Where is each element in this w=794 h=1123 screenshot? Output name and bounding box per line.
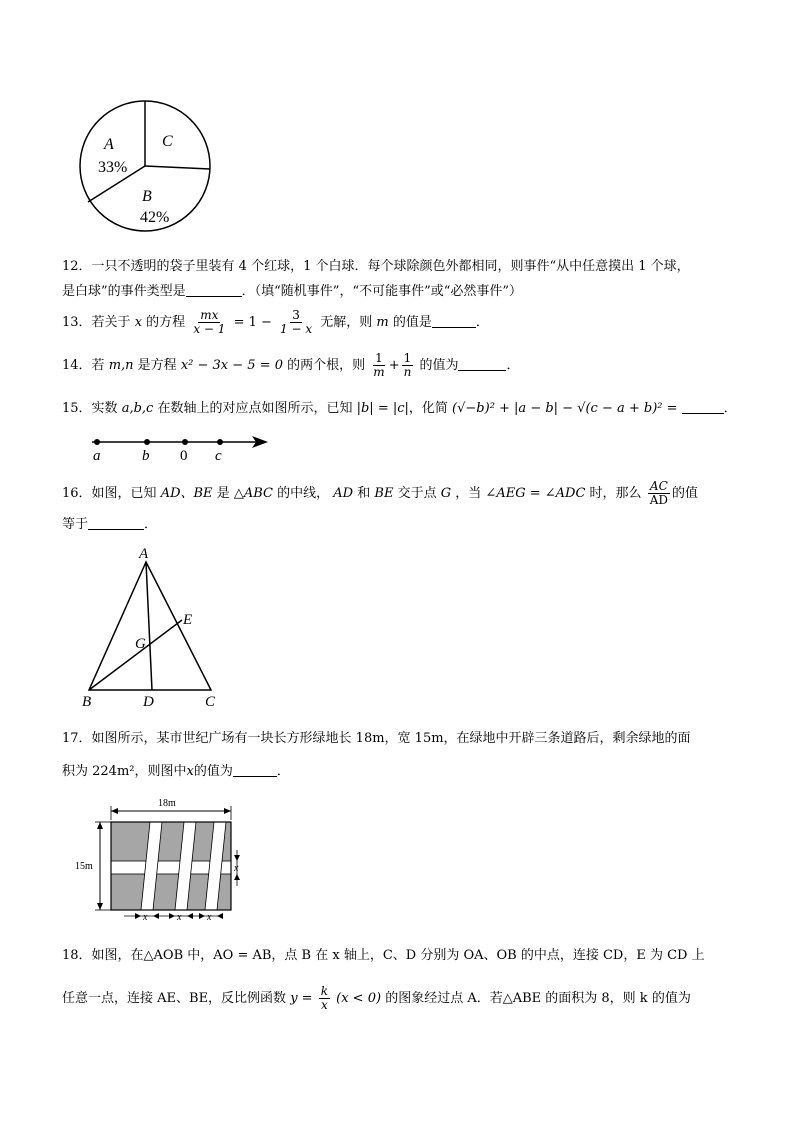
question-13 [62,309,489,336]
q16-angles: ∠AEG = ∠ADC [485,486,586,501]
arrow-bottom-1-icon [135,913,141,919]
q16-and: 和 [357,486,371,501]
q13-var-m: m [376,315,389,330]
median-be [89,620,182,690]
q17-var-x: x [186,764,194,779]
number-line-label-c: c [215,448,222,464]
q13-f1-num: mx [200,308,219,322]
q13-f2-den: 1 − x [280,322,313,336]
dimension-x-bottom-2: x [177,912,182,923]
q13-text4: 的值是 [392,315,432,330]
question-16-line2 [62,514,157,536]
question-14 [62,352,520,379]
arrow-left-icon [111,808,118,814]
point-d-label: D [143,694,154,710]
number-line-point-b [144,439,150,445]
q16-f-num: AC [649,479,668,493]
q18-text-b: 的图象经过点 A．若△ABE 的面积为 8，则 k 的值为 [385,991,691,1006]
question-12-line2 [62,281,522,303]
pie-label-b: B [142,188,152,205]
arrow-bottom-2-icon [153,913,159,919]
dimension-width-label: 15m [75,861,93,872]
q13-end: ． [475,315,489,330]
q13-f1-den: x − 1 [193,322,226,336]
q14-vars: m,n [108,358,134,373]
arrow-up-icon [97,822,103,829]
point-a-label: A [139,546,149,562]
q17-end: ． [276,764,290,779]
q14-text3: 的两个根，则 [287,358,366,373]
pie-pct-a: 33% [98,159,128,176]
dimension-length-label: 18m [158,798,176,809]
dimension-x-right: x [234,863,239,874]
answer-blank-15[interactable] [682,399,724,414]
number-line-point-c [217,439,223,445]
number-line-figure [88,432,272,464]
q14-plus: + [388,358,400,373]
q16-ad: AD [333,486,354,501]
question-18-line2 [62,985,691,1012]
q15-vars: a,b,c [121,401,154,416]
q16-text3: 的中线， [277,486,330,501]
road-rectangle-figure [74,794,254,924]
q16-f-den: AD [649,493,668,507]
answer-blank-16[interactable] [88,515,144,530]
q16-end: ． [144,517,158,532]
q14-fraction-1 [371,352,386,379]
dimension-x-bottom-3: x [207,912,212,923]
point-c-label: C [205,694,216,710]
arrow-bottom-3-icon [169,913,175,919]
arrow-bottom-5-icon [199,913,205,919]
q14-f1-num: 1 [375,351,383,365]
q15-condition: |b| = |c| [356,401,409,416]
answer-blank-14[interactable] [458,356,506,371]
q13-eq: = 1 − [233,315,272,330]
point-b-label: B [82,694,92,710]
q16-text5: ，当 [455,486,482,501]
triangle-figure [76,540,226,710]
q14-prefix: 14．若 [62,358,105,373]
q18-condition: (x < 0) [336,991,382,1006]
q15-text3: ，化简 [408,401,448,416]
pie-label-a: A [104,136,114,153]
q18-f-den: x [320,998,328,1012]
q14-f1-den: m [373,365,385,379]
q15-text2: 在数轴上的对应点如图所示，已知 [157,401,353,416]
q13-text2: 的方程 [146,315,186,330]
answer-blank-12[interactable] [186,282,242,297]
number-line-label-b: b [142,448,150,464]
answer-blank-13[interactable] [432,313,476,328]
q15-expression: (√−b)² + |a − b| − √(c − a + b)² = [452,401,678,416]
q16-text2: 是 [216,486,230,501]
q12-text-a: 是白球”的事件类型是 [62,284,186,299]
q16-fraction [648,480,670,507]
q17-text-a: 积为 224m²，则图中 [62,764,187,779]
arrow-right-icon [224,808,231,814]
q14-fraction-2 [402,352,414,379]
q13-f2-num: 3 [292,308,300,322]
q15-prefix: 15．实数 [62,401,118,416]
arrow-down-icon [97,903,103,910]
pie-chart-figure [74,98,216,234]
question-15 [62,398,737,420]
q13-prefix: 13．若关于 [62,315,131,330]
q16-text7: 的值 [671,486,698,501]
q15-end: ． [723,401,737,416]
q14-text2: 是方程 [137,358,177,373]
arrow-up-small-icon [234,874,240,880]
answer-blank-17[interactable] [233,762,277,777]
question-17-line2 [62,761,290,783]
question-16-line1 [62,480,698,507]
q13-var-x: x [134,315,143,330]
triangle-abc [89,562,211,690]
q16-be: BE [374,486,394,501]
q16-g: G [440,486,452,501]
q16-text6: 时，那么 [589,486,642,501]
q17-text-b: 的值为 [193,764,233,779]
question-12-line1: 12．一只不透明的袋子里装有 4 个红球，1 个白球．每个球除颜色外都相同，则事件“从中任意摸出 1 个球， [62,259,690,274]
q13-fraction-2 [278,309,314,336]
median-ad [146,562,152,690]
q16-prefix: 16．如图，已知 [62,486,157,501]
arrow-bottom-6-icon [217,913,223,919]
q14-text4: 的值为 [419,358,459,373]
question-17-line1: 17．如图所示，某市世纪广场有一块长方形绿地长 18m，宽 15m，在绿地中开辟三条道路后，剩余绿地的面 [62,731,691,746]
q18-text-a: 任意一点，连接 AE、BE，反比例函数 [62,991,287,1006]
q18-y-eq: y = [290,991,313,1006]
q18-f-num: k [320,984,328,998]
question-18-line1: 18．如图，在△AOB 中，AO = AB，点 B 在 x 轴上，C、D 分别为 OA、OB 的中点，连接 CD，E 为 CD 上 [62,948,705,963]
q13-fraction-1 [191,309,227,336]
pie-pct-b: 42% [140,209,170,226]
q16-text4: 交于点 [397,486,437,501]
q14-equation: x² − 3x − 5 = 0 [180,358,283,373]
point-g-label: G [135,636,146,652]
q14-f2-num: 1 [403,351,412,365]
point-e-label: E [183,612,193,628]
arrow-down-small-icon [234,855,240,861]
q12-text-b: ．（填“随机事件”，“不可能事件”或“必然事件”） [241,284,523,299]
arrow-bottom-4-icon [187,913,193,919]
q16-triangle: △ABC [233,486,273,501]
number-line-point-a [94,439,100,445]
number-line-label-0: 0 [180,448,188,464]
q14-f2-den: n [403,365,412,379]
dimension-x-bottom-1: x [143,912,148,923]
number-line-point-0 [182,439,188,445]
q16-line2: 等于 [62,517,89,532]
q14-end: ． [506,358,520,373]
pie-label-c: C [162,133,173,150]
q18-fraction [319,985,330,1012]
q16-segments: AD、BE [160,486,213,501]
number-line-label-a: a [93,448,101,464]
q13-text3: 无解，则 [320,315,373,330]
